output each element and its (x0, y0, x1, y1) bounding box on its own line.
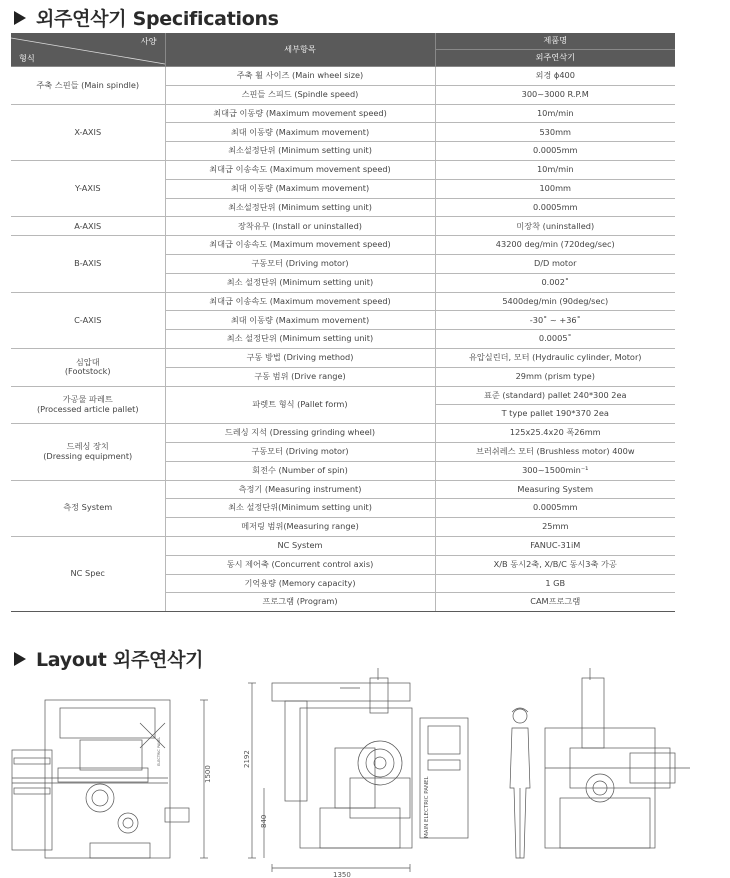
value-cell: FANUC-31iM (435, 536, 675, 555)
header-detail: 세부항목 (165, 33, 435, 67)
detail-item-cell: 최소 설정단위 (Minimum setting unit) (165, 273, 435, 292)
detail-item-cell: 구동모터 (Driving motor) (165, 442, 435, 461)
header-type-label: 형식 (19, 52, 35, 63)
header-diagonal-cell (11, 33, 165, 67)
value-cell: D/D motor (435, 254, 675, 273)
worker-figure-icon (510, 708, 530, 858)
group-name-cell: B-AXIS (11, 236, 165, 292)
detail-item-cell: 구동모터 (Driving motor) (165, 254, 435, 273)
dim-840: 840 (260, 814, 268, 828)
detail-item-cell: 드레싱 지석 (Dressing grinding wheel) (165, 424, 435, 443)
value-cell: 외경 ɸ400 (435, 67, 675, 86)
rear-view-drawing (545, 668, 690, 848)
value-cell: 530mm (435, 123, 675, 142)
dim-1350: 1350 (333, 871, 351, 878)
detail-item-cell: 회전수 (Number of spin) (165, 461, 435, 480)
detail-item-cell: 최대 이동량 (Maximum movement) (165, 179, 435, 198)
header-spec-label: 사양 (140, 36, 157, 46)
table-row (11, 217, 675, 236)
main-electric-panel-label: MAIN ELECTRIC PANEL (424, 776, 430, 838)
detail-item-cell: 최소 설정단위 (Minimum setting unit) (165, 330, 435, 349)
group-name-cell: 심압대 (Footstock) (11, 348, 165, 386)
detail-item-cell: 측정기 (Measuring instrument) (165, 480, 435, 499)
side-view-drawing (248, 668, 468, 872)
group-name-cell: Y-AXIS (11, 160, 165, 216)
detail-item-cell: 장착유무 (Install or uninstalled) (165, 217, 435, 236)
value-cell: 29mm (prism type) (435, 367, 675, 386)
detail-item-cell: 동시 제어축 (Concurrent control axis) (165, 555, 435, 574)
layout-heading-text: Layout 외주연삭기 (36, 649, 204, 671)
specifications-body (11, 67, 675, 612)
value-cell: 5400deg/min (90deg/sec) (435, 292, 675, 311)
detail-item-cell: 최소설정단위 (Minimum setting unit) (165, 198, 435, 217)
value-cell: 0.0005mm (435, 142, 675, 161)
table-row (11, 386, 675, 405)
table-row (11, 160, 675, 179)
group-name-cell: A-AXIS (11, 217, 165, 236)
specifications-table (11, 33, 675, 612)
value-cell: 0.0005˚ (435, 330, 675, 349)
detail-item-cell: 최대 이동량 (Maximum movement) (165, 123, 435, 142)
detail-item-cell: 주축 휠 사이즈 (Main wheel size) (165, 67, 435, 86)
table-row (11, 292, 675, 311)
detail-item-cell: 최소설정단위 (Minimum setting unit) (165, 142, 435, 161)
value-cell: X/B 동시2축, X/B/C 동시3축 가공 (435, 555, 675, 574)
detail-item-cell: 파렛트 형식 (Pallet form) (165, 386, 435, 424)
value-cell: 미장착 (uninstalled) (435, 217, 675, 236)
value-cell: 43200 deg/min (720deg/sec) (435, 236, 675, 255)
group-name-cell: 드레싱 장치 (Dressing equipment) (11, 424, 165, 480)
specifications-heading (14, 4, 279, 31)
group-name-cell: 가공물 파레트 (Processed article pallet) (11, 386, 165, 424)
value-cell: 유압실린더, 모터 (Hydraulic cylinder, Motor) (435, 348, 675, 367)
group-name-cell: 주축 스핀들 (Main spindle) (11, 67, 165, 105)
detail-item-cell: 최대급 이송속도 (Maximum movement speed) (165, 292, 435, 311)
value-cell: -30˚ ~ +36˚ (435, 311, 675, 330)
detail-item-cell: 최대 이동량 (Maximum movement) (165, 311, 435, 330)
group-name-cell: C-AXIS (11, 292, 165, 348)
detail-item-cell: 최소 설정단위(Minimum setting unit) (165, 499, 435, 518)
detail-item-cell: 최대급 이송속도 (Maximum movement speed) (165, 160, 435, 179)
group-name-cell: NC Spec (11, 536, 165, 611)
value-cell: Measuring System (435, 480, 675, 499)
group-name-cell: X-AXIS (11, 104, 165, 160)
value-cell: 0.0005mm (435, 198, 675, 217)
table-row (11, 348, 675, 367)
table-row (11, 67, 675, 86)
detail-item-cell: 구동 범위 (Drive range) (165, 367, 435, 386)
specifications-heading-text: 외주연삭기 Specifications (36, 8, 279, 30)
table-row (11, 424, 675, 443)
table-row (11, 236, 675, 255)
header-product-label: 제품명 (435, 33, 675, 50)
triangle-bullet-icon (14, 652, 26, 666)
dim-1500: 1500 (204, 765, 212, 783)
value-cell: 10m/min (435, 160, 675, 179)
value-cell: CAM프로그램 (435, 593, 675, 612)
value-cell: 100mm (435, 179, 675, 198)
value-cell: 0.0005mm (435, 499, 675, 518)
front-view-drawing (12, 700, 208, 858)
value-cell: 1 GB (435, 574, 675, 593)
table-row (11, 536, 675, 555)
layout-drawings (0, 668, 730, 878)
table-row (11, 104, 675, 123)
value-cell: T type pallet 190*370 2ea (435, 405, 675, 424)
electric-panel-label: ELECTRIC PANEL (157, 736, 161, 766)
value-cell: 300~3000 R.P.M (435, 85, 675, 104)
group-name-cell: 측정 System (11, 480, 165, 536)
header-product-name: 외주연삭기 (435, 50, 675, 67)
detail-item-cell: 구동 방법 (Driving method) (165, 348, 435, 367)
triangle-bullet-icon (14, 11, 26, 25)
value-cell: 표준 (standard) pallet 240*300 2ea (435, 386, 675, 405)
detail-item-cell: 프로그램 (Program) (165, 593, 435, 612)
value-cell: 0.002˚ (435, 273, 675, 292)
table-row (11, 480, 675, 499)
detail-item-cell: 메저링 범위(Measuring range) (165, 518, 435, 537)
dim-2192: 2192 (243, 750, 251, 768)
detail-item-cell: 최대급 이송속도 (Maximum movement speed) (165, 236, 435, 255)
value-cell: 브러쉬레스 모터 (Brushless motor) 400w (435, 442, 675, 461)
detail-item-cell: 최대급 이동량 (Maximum movement speed) (165, 104, 435, 123)
value-cell: 125x25.4x20 폭26mm (435, 424, 675, 443)
value-cell: 25mm (435, 518, 675, 537)
value-cell: 300~1500min⁻¹ (435, 461, 675, 480)
detail-item-cell: NC System (165, 536, 435, 555)
value-cell: 10m/min (435, 104, 675, 123)
detail-item-cell: 스핀들 스피드 (Spindle speed) (165, 85, 435, 104)
detail-item-cell: 기억용량 (Memory capacity) (165, 574, 435, 593)
